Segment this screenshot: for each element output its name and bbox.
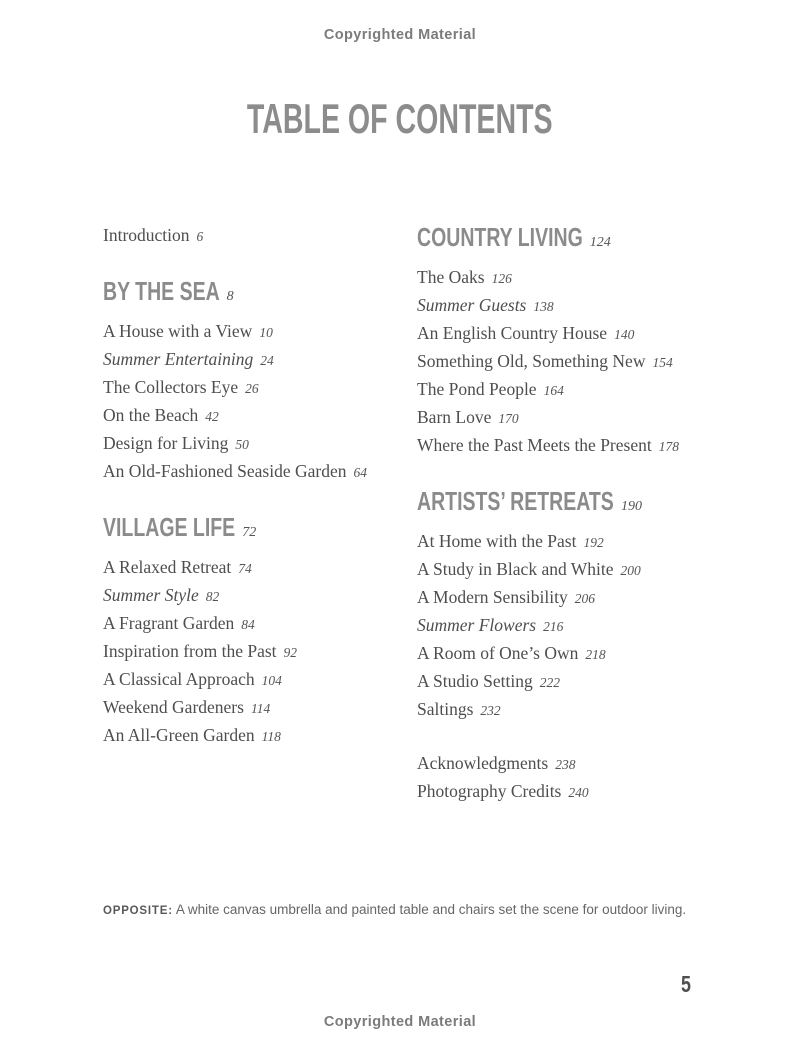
section-heading-page: 8	[226, 289, 234, 304]
entry-title: Barn Love	[417, 407, 492, 427]
entry-page: 6	[196, 229, 204, 244]
toc-entry	[417, 528, 717, 556]
entry-title: The Pond People	[417, 379, 537, 399]
toc-entry	[417, 668, 717, 696]
toc-entry	[103, 374, 403, 402]
entry-page: 24	[260, 353, 274, 368]
toc-section	[103, 276, 403, 486]
entry-title: Inspiration from the Past	[103, 641, 277, 661]
entry-title: The Oaks	[417, 267, 485, 287]
page-title	[0, 96, 800, 142]
entry-page: 240	[568, 785, 589, 800]
page-title-text: TABLE OF CONTENTS	[247, 95, 553, 142]
section-heading-text: BY THE SEA	[103, 276, 220, 306]
section-heading-page: 72	[242, 525, 257, 540]
toc-entry	[103, 346, 403, 374]
entry-page: 164	[543, 383, 564, 398]
entry-title: Photography Credits	[417, 781, 562, 801]
entry-page: 140	[614, 327, 635, 342]
entry-page: 126	[491, 271, 512, 286]
entry-page: 104	[261, 673, 282, 688]
toc-entry	[103, 666, 403, 694]
section-heading-text: COUNTRY LIVING	[417, 222, 583, 252]
toc-entry	[417, 376, 717, 404]
entry-page: 154	[652, 355, 673, 370]
entry-title: Saltings	[417, 699, 474, 719]
entry-title: Summer Entertaining	[103, 349, 254, 369]
caption-label: OPPOSITE:	[103, 905, 173, 917]
section-heading-page: 124	[589, 235, 611, 250]
entry-title: Design for Living	[103, 433, 229, 453]
entry-page: 92	[283, 645, 298, 660]
entry-page: 218	[585, 647, 606, 662]
page-number-text: 5	[681, 971, 691, 997]
toc-column-right	[417, 222, 717, 806]
toc-entry	[103, 318, 403, 346]
entry-title: A Fragrant Garden	[103, 613, 235, 633]
entry-title: The Collectors Eye	[103, 377, 239, 397]
entry-page: 42	[205, 409, 219, 424]
entry-page: 74	[238, 561, 252, 576]
entry-page: 206	[574, 591, 595, 606]
toc-section	[103, 222, 403, 250]
toc-section	[417, 222, 717, 460]
entry-page: 118	[261, 729, 281, 744]
entry-page: 50	[235, 437, 249, 452]
entry-title: A Modern Sensibility	[417, 587, 568, 607]
section-heading	[103, 512, 403, 548]
entry-title: Where the Past Meets the Present	[417, 435, 652, 455]
entry-title: An English Country House	[417, 323, 608, 343]
photo-caption	[103, 902, 686, 917]
copyright-banner-top: Copyrighted Material	[323, 27, 477, 43]
toc-entry	[103, 582, 403, 610]
entry-page: 138	[533, 299, 554, 314]
copyright-banner-bottom: Copyrighted Material	[323, 1014, 477, 1030]
entry-page: 84	[241, 617, 255, 632]
entry-page: 238	[555, 757, 576, 772]
entry-title: Summer Guests	[417, 295, 527, 315]
toc-entry	[417, 404, 717, 432]
entry-title: A House with a View	[103, 321, 253, 341]
toc-entry	[103, 554, 403, 582]
entry-page: 82	[205, 589, 220, 604]
toc-entry	[103, 458, 403, 486]
entry-page: 114	[250, 701, 271, 716]
entry-page: 216	[543, 619, 564, 634]
toc-section	[103, 512, 403, 750]
toc-entry	[103, 222, 403, 250]
entry-title: A Room of One’s Own	[417, 643, 579, 663]
entry-page: 200	[620, 563, 641, 578]
entry-title: A Study in Black and White	[417, 559, 614, 579]
toc-entry	[417, 584, 717, 612]
toc-entry	[103, 694, 403, 722]
entry-page: 232	[480, 703, 501, 718]
entry-title: Summer Flowers	[417, 615, 537, 635]
caption-text: A white canvas umbrella and painted table and chairs set the scene for outdoor living.	[175, 902, 687, 917]
toc-entry	[417, 612, 717, 640]
toc-column-left	[103, 222, 403, 806]
toc-entry	[417, 264, 717, 292]
entry-page: 170	[498, 411, 519, 426]
entry-title: Introduction	[103, 225, 190, 245]
entry-title: A Relaxed Retreat	[103, 557, 232, 577]
toc-section	[417, 486, 717, 724]
entry-title: An Old-Fashioned Seaside Garden	[103, 461, 347, 481]
section-heading	[417, 486, 717, 522]
entry-page: 10	[259, 325, 273, 340]
entry-page: 192	[583, 535, 604, 550]
entry-title: A Classical Approach	[103, 669, 255, 689]
toc-entry	[417, 432, 717, 460]
table-of-contents	[103, 222, 717, 806]
entry-title: Acknowledgments	[417, 753, 549, 773]
entry-page: 26	[245, 381, 259, 396]
toc-entry	[103, 610, 403, 638]
entry-title: An All-Green Garden	[103, 725, 255, 745]
entry-page: 222	[539, 675, 560, 690]
toc-entry	[103, 430, 403, 458]
entry-title: Weekend Gardeners	[103, 697, 244, 717]
section-heading	[103, 276, 403, 312]
toc-entry	[417, 750, 717, 778]
section-heading	[417, 222, 717, 258]
entry-title: On the Beach	[103, 405, 199, 425]
toc-entry	[103, 722, 403, 750]
entry-title: Summer Style	[103, 585, 199, 605]
toc-entry	[417, 292, 717, 320]
section-heading-text: VILLAGE LIFE	[103, 512, 236, 542]
entry-page: 64	[353, 465, 367, 480]
toc-entry	[417, 556, 717, 584]
section-heading-page: 190	[620, 499, 642, 514]
page-number	[681, 971, 694, 998]
section-heading-text: ARTISTS’ RETREATS	[417, 486, 614, 516]
toc-entry	[417, 348, 717, 376]
entry-page: 178	[658, 439, 679, 454]
toc-entry	[417, 640, 717, 668]
toc-section	[417, 750, 717, 806]
toc-entry	[417, 320, 717, 348]
toc-entry	[103, 402, 403, 430]
toc-entry	[417, 696, 717, 724]
toc-entry	[417, 778, 717, 806]
entry-title: At Home with the Past	[417, 531, 577, 551]
entry-title: A Studio Setting	[417, 671, 533, 691]
toc-entry	[103, 638, 403, 666]
entry-title: Something Old, Something New	[417, 351, 646, 371]
